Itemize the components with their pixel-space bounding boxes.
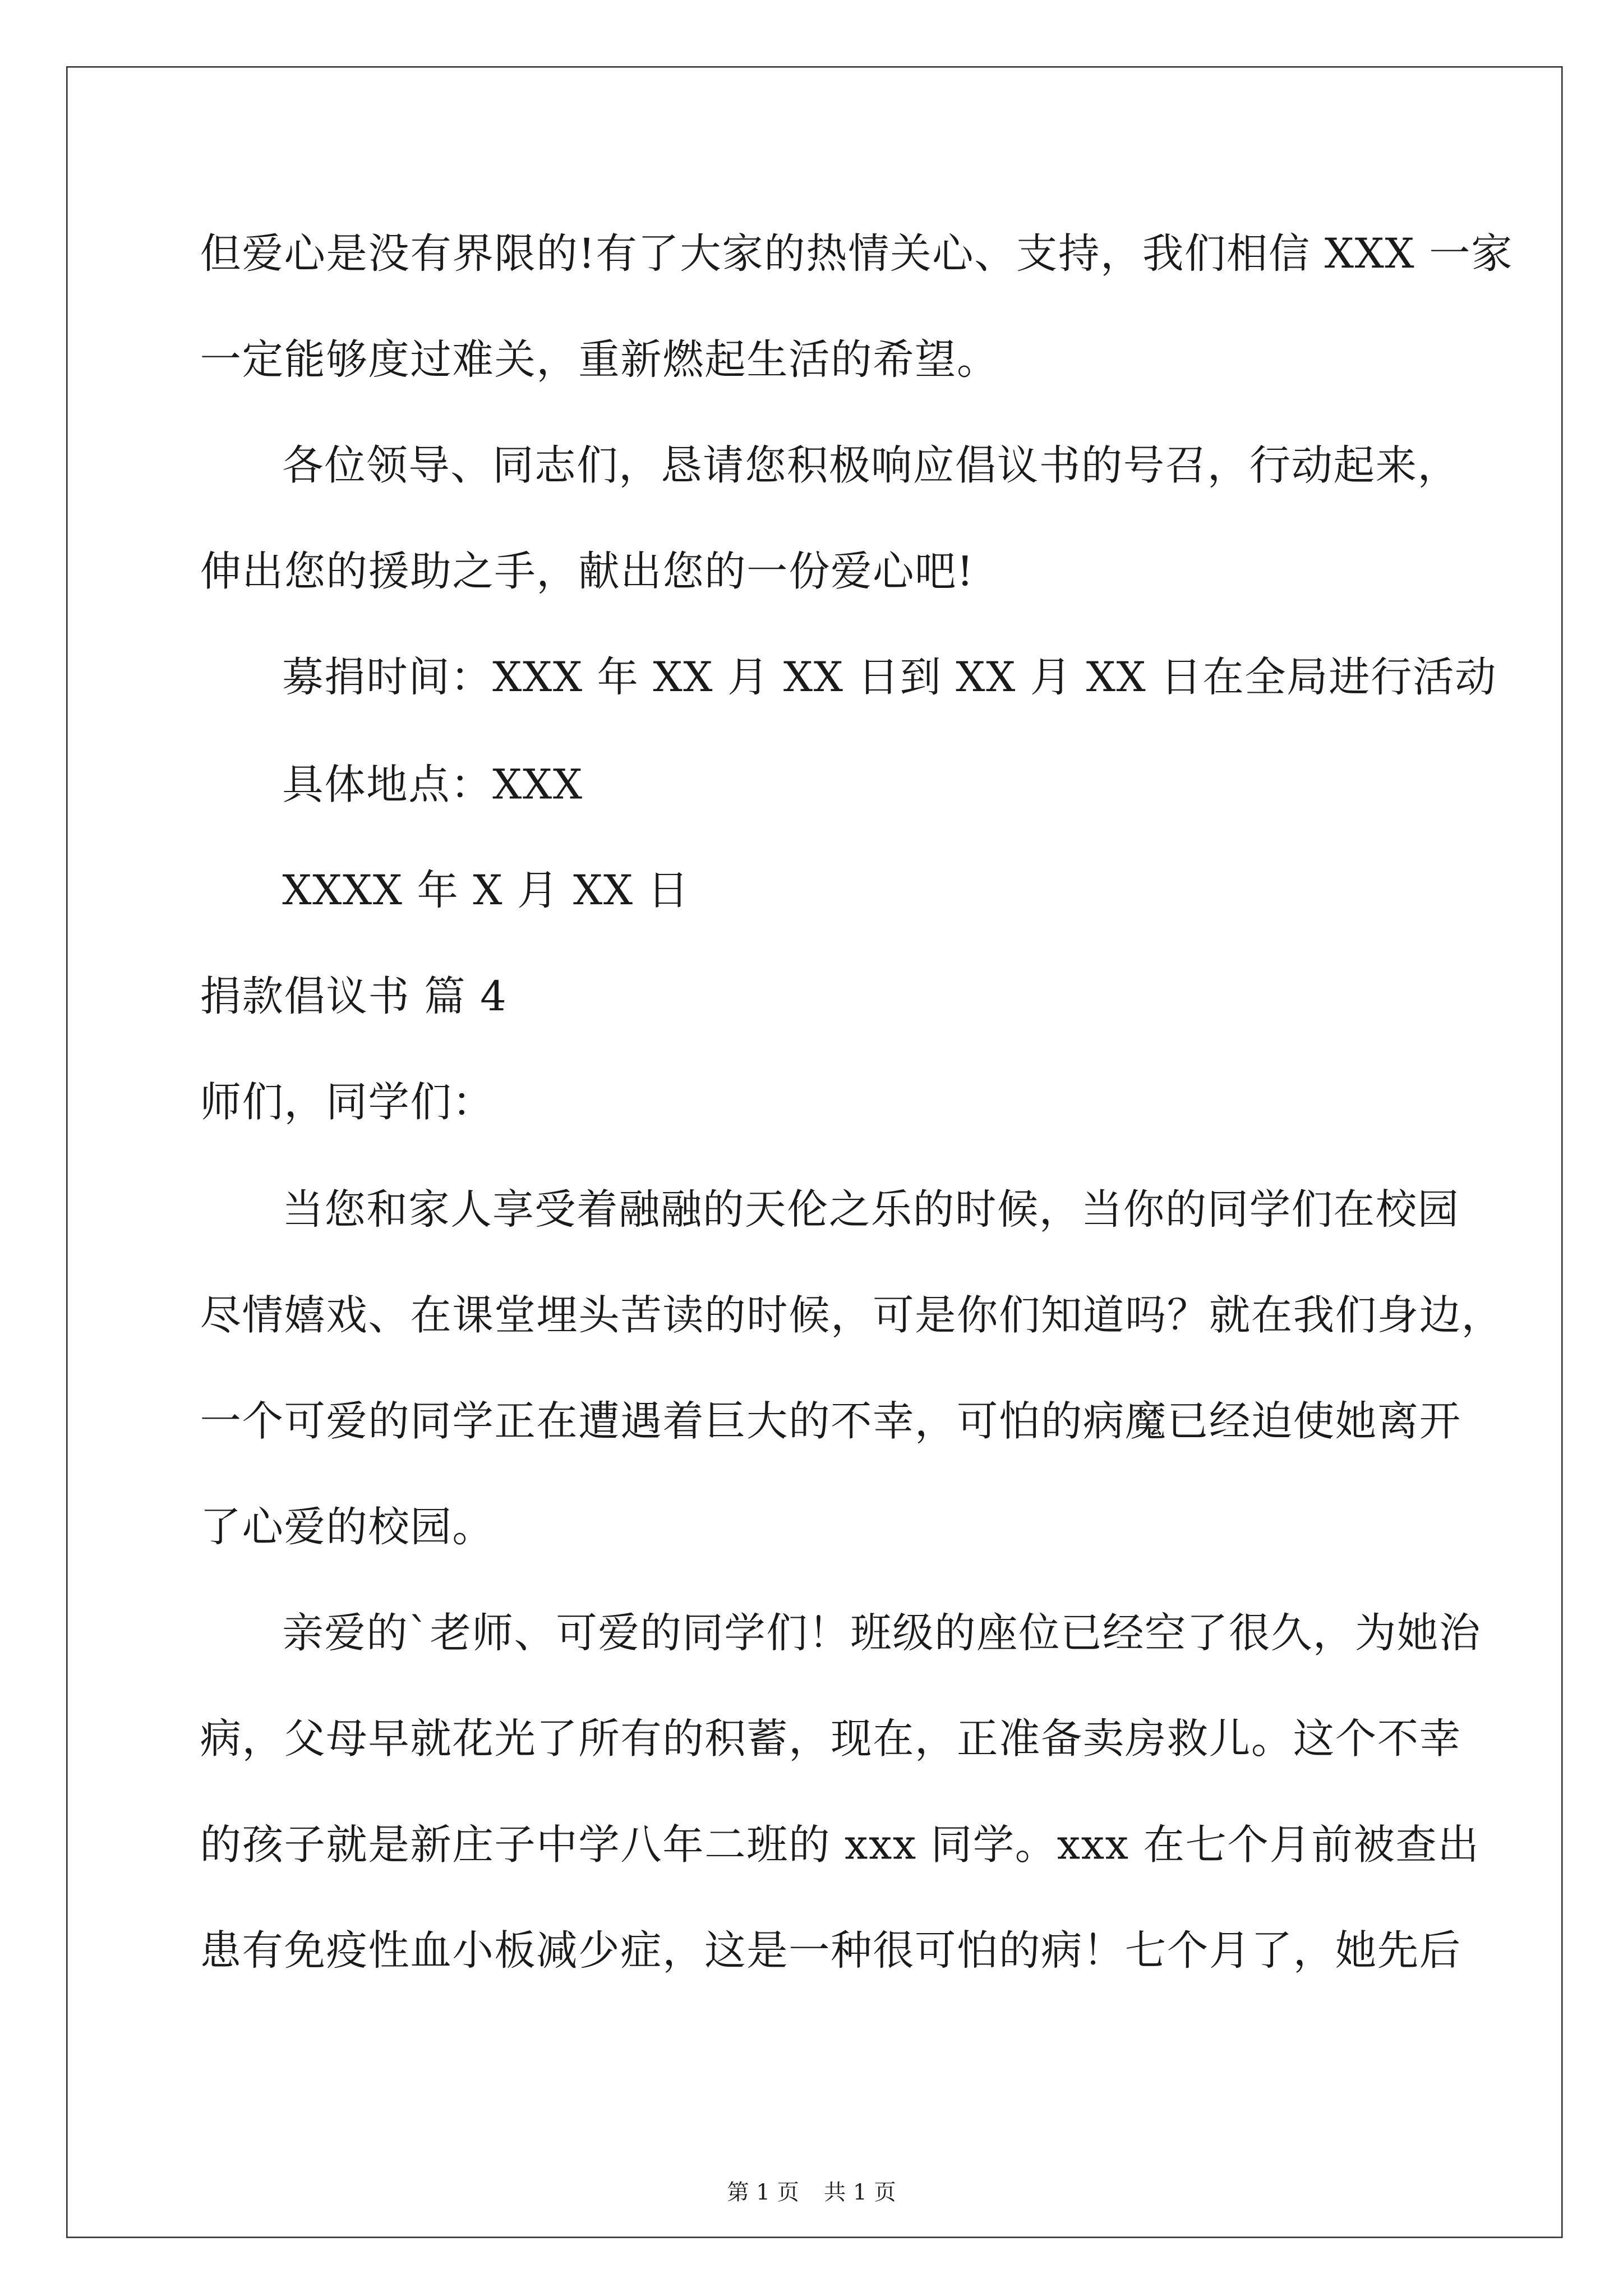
text-line: 尽情嬉戏、在课堂埋头苦读的时候，可是你们知道吗？就在我们身边， xyxy=(200,1291,1504,1340)
text-line: 伸出您的援助之手，献出您的一份爱心吧! xyxy=(200,547,975,596)
page-number: 第 1 页 xyxy=(727,2179,800,2206)
text-line: 病，父母早就花光了所有的积蓄，现在，正准备卖房救儿。这个不幸 xyxy=(200,1714,1461,1764)
page-border xyxy=(66,66,1563,2238)
paragraph-start: 当您和家人享受着融融的天伦之乐的时候，当你的同学们在校园 xyxy=(282,1185,1460,1234)
location: 具体地点：XXX xyxy=(282,760,583,809)
text-line: 但爱心是没有界限的!有了大家的热情关心、支持，我们相信 XXX 一家 xyxy=(200,229,1514,278)
section-heading: 捐款倡议书 篇 4 xyxy=(200,972,508,1021)
paragraph-start: 各位领导、同志们，恳请您积极响应倡议书的号召，行动起来， xyxy=(282,441,1460,490)
salutation: 师们，同学们： xyxy=(200,1078,495,1126)
page-total: 共 1 页 xyxy=(824,2179,896,2206)
text-line: 一个可爱的同学正在遭遇着巨大的不幸，可怕的病魔已经迫使她离开 xyxy=(200,1397,1461,1446)
text-line: 患有免疫性血小板减少症，这是一种很可怕的病！七个月了，她先后 xyxy=(200,1926,1461,1975)
paragraph-start: 亲爱的`老师、可爱的同学们！班级的座位已经空了很久，为她治 xyxy=(282,1608,1481,1658)
page-footer xyxy=(0,2177,1623,2207)
text-line: 一定能够度过难关，重新燃起生活的希望。 xyxy=(200,335,999,384)
date-line: XXXX 年 X 月 XX 日 xyxy=(282,866,690,915)
text-line: 的孩子就是新庄子中学八年二班的 xxx 同学。xxx 在七个月前被查出 xyxy=(200,1820,1480,1869)
donation-time: 募捐时间：XXX 年 XX 月 XX 日到 XX 月 XX 日在全局进行活动 xyxy=(282,652,1497,702)
text-line: 了心爱的校园。 xyxy=(200,1503,495,1552)
